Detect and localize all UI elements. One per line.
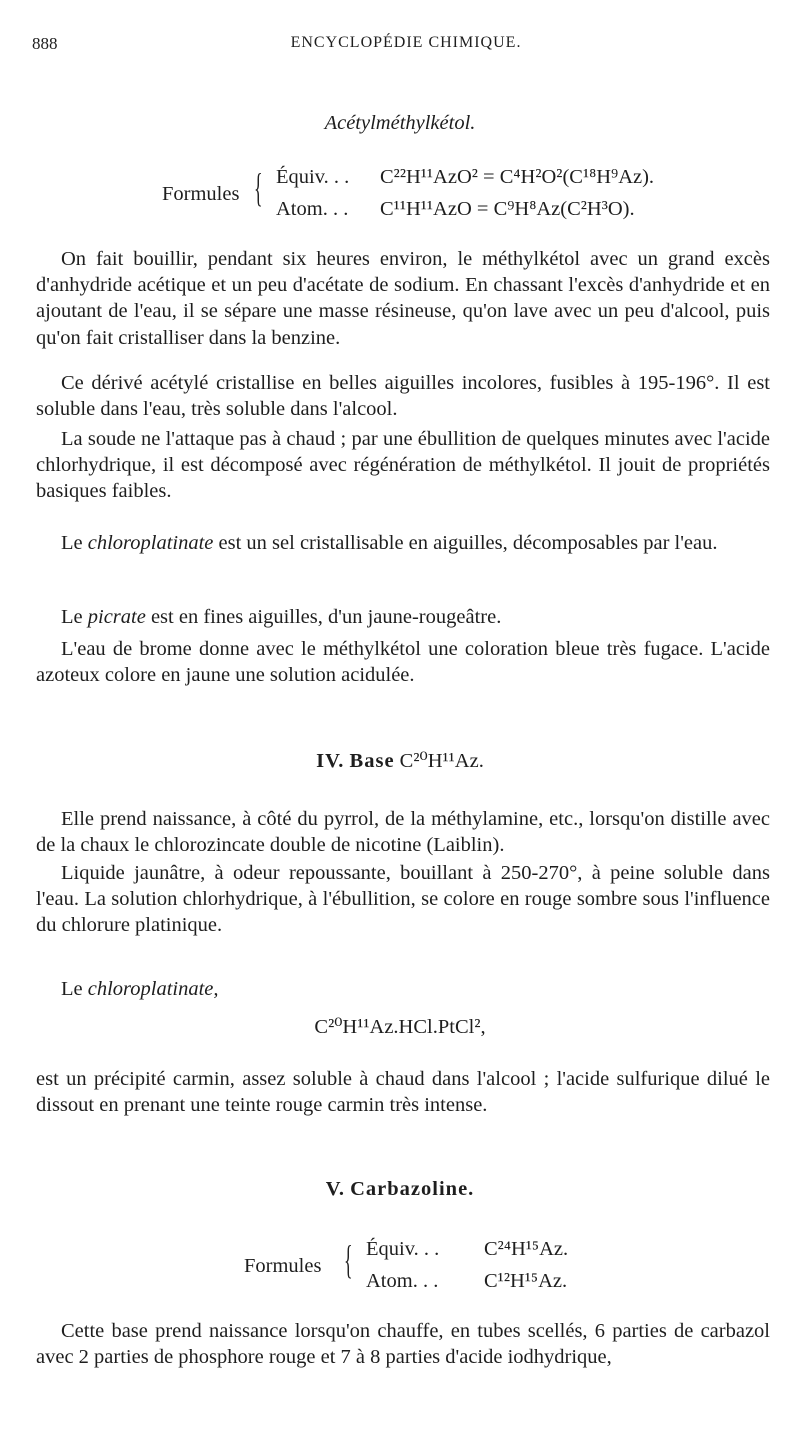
compound-title: Acétylméthylkétol. [324, 112, 476, 134]
section-word-carbazoline: Carbazoline. [350, 1178, 475, 1200]
running-title: ENCYCLOPÉDIE CHIMIQUE. [290, 34, 522, 51]
paragraph-reactions: La soude ne l'attaque pas à chaud ; par une ébullition de quelques minutes avec l'acide chlorhydrique, il est décomposé avec régénération de méthylkétol. Il jouit de propriétés basiques faibles. [36, 428, 770, 503]
paragraph-precipitate: est un précipité carmin, assez soluble à chaud dans l'alcool ; l'acide sulfurique dilué le dissout en prenant une teinte rouge carmin très intense. [36, 1068, 770, 1117]
paragraph-liquid: Liquide jaunâtre, à odeur repoussante, bouillant à 250-270°, à peine soluble dans l'eau. La solution chlorhydrique, à l'ébullition, se colore en rouge sombre sous l'influence du chlorure platinique. [36, 862, 770, 937]
equiv-formula-2: C²⁴H¹⁵Az. [484, 1238, 569, 1260]
text-le: Le [61, 532, 88, 554]
section-formula-iv: C²⁰H¹¹Az. [399, 750, 484, 772]
brace-icon-2: { [344, 1237, 353, 1282]
atom-label: Atom. . . [276, 198, 349, 220]
section-number-iv: IV. [316, 750, 345, 772]
formulas-block-1 [0, 162, 800, 232]
atom-formula-2: C¹²H¹⁵Az. [484, 1270, 568, 1292]
brace-icon: { [254, 165, 263, 210]
text-le-2: Le [61, 606, 88, 628]
section-word-base: Base [349, 750, 395, 772]
formulas-label-2: Formules [244, 1255, 322, 1277]
term-picrate: picrate [87, 606, 146, 628]
paragraph-properties: Ce dérivé acétylé cristallise en belles aiguilles incolores, fusibles à 195-196°. Il est soluble dans l'eau, très soluble dans l'alcool. [36, 372, 770, 421]
section-heading-iv [0, 748, 800, 773]
term-chloroplatinate-2: chloroplatinate, [87, 978, 219, 1000]
page-number: 888 [32, 34, 58, 53]
paragraph-origin: Elle prend naissance, à côté du pyrrol, de la méthylamine, etc., lorsqu'on distille avec de la chaux le chlorozincate double de nicotine (Laiblin). [36, 808, 770, 857]
paragraph-picrate [36, 604, 770, 630]
formulas-block-2 [0, 1234, 800, 1304]
text-le-3: Le [61, 978, 88, 1000]
equiv-formula: C²²H¹¹AzO² = C⁴H²O²(C¹⁸H⁹Az). [380, 166, 655, 188]
paragraph-chloroplatinate [36, 530, 770, 556]
chloroplatinate-formula: C²⁰H¹¹Az.HCl.PtCl², [314, 1016, 486, 1038]
atom-formula: C¹¹H¹¹AzO = C⁹H⁸Az(C²H³O). [380, 198, 635, 220]
equiv-label: Équiv. . . [276, 166, 350, 188]
section-heading-v [0, 1178, 800, 1201]
equiv-label-2: Équiv. . . [366, 1238, 440, 1260]
atom-label-2: Atom. . . [366, 1270, 439, 1292]
paragraph-chloroplatinate-2 [36, 976, 770, 1002]
paragraph-preparation: On fait bouillir, pendant six heures environ, le méthylkétol avec un grand excès d'anhydride acétique et un peu d'acétate de sodium. En chassant l'excès d'anhydride et en ajoutant de l'eau, il se sépare une masse résineuse, qu'on lave avec un peu d'alcool, puis qu'on fait cristalliser dans la benzine. [36, 248, 770, 349]
text-chloroplatinate-desc: est un sel cristallisable en aiguilles, décomposables par l'eau. [213, 532, 718, 554]
section-number-v: V. [325, 1178, 345, 1200]
text-picrate-desc: est en fines aiguilles, d'un jaune-rougeâtre. [145, 606, 502, 628]
paragraph-carbazoline: Cette base prend naissance lorsqu'on chauffe, en tubes scellés, 6 parties de carbazol avec 2 parties de phosphore rouge et 7 à 8 parties d'acide iodhydrique, [36, 1320, 770, 1369]
paragraph-bromine: L'eau de brome donne avec le méthylkétol une coloration bleue très fugace. L'acide azoteux colore en jaune une solution acidulée. [36, 638, 770, 687]
page-header [32, 34, 780, 60]
term-chloroplatinate: chloroplatinate [87, 532, 214, 554]
formulas-label: Formules [162, 183, 240, 205]
